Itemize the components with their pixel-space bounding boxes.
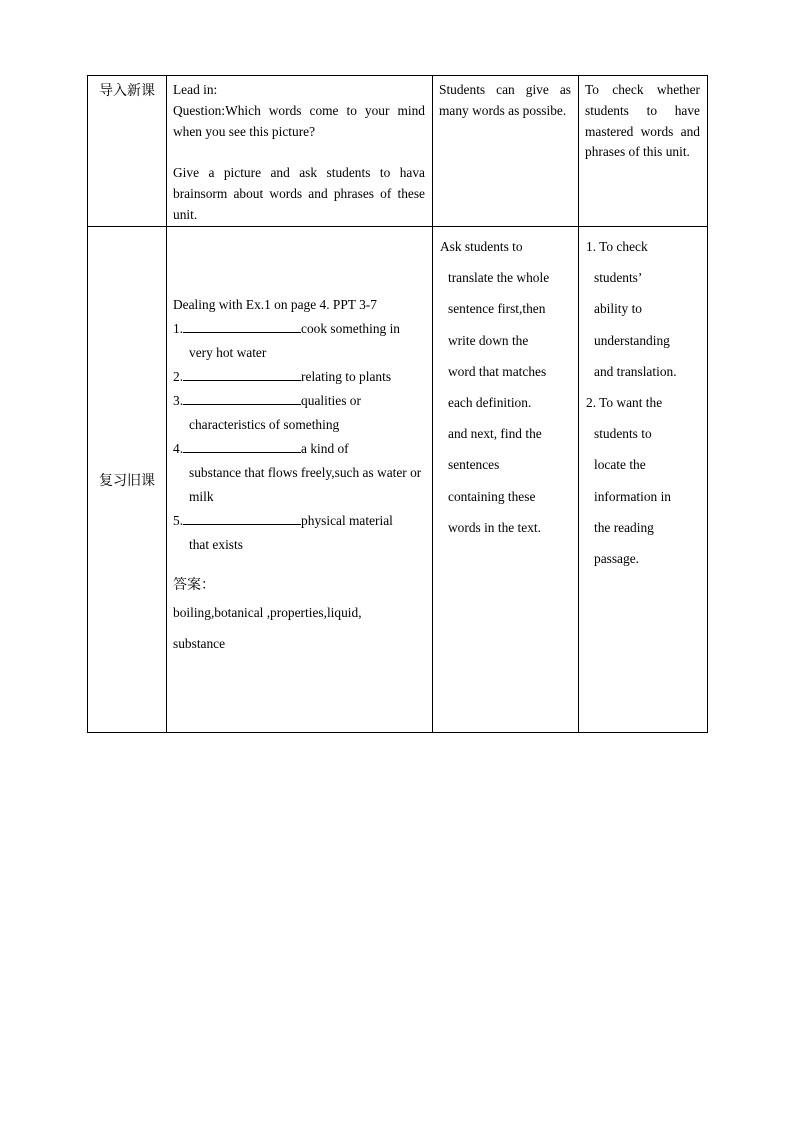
purpose-cell: 1. To check students’ ability to understanding and translation. 2. To want the students to locate the information in the reading passage. [579, 227, 708, 733]
exercise-item: 4. a kind of [173, 441, 349, 456]
answer-blank [183, 511, 301, 525]
purpose-text: To check whether students to have mastered words and phrases of this unit. [585, 82, 700, 160]
table-row [88, 76, 708, 227]
task-text: Give a picture and ask students to hava brainsorm about words and phrases of these unit. [173, 165, 425, 222]
activity-text: Students can give as many words as possibe. [439, 82, 571, 118]
activity-cell: Ask students to translate the whole sentence first,then write down the word that matches each definition. and next, find the sentences containing these words in the text. [433, 227, 579, 733]
exercise-item: 5. physical material [173, 513, 393, 528]
exercise-item: 3. qualities or [173, 393, 361, 408]
lead-in-label: Lead in: [173, 82, 218, 97]
content-cell: Dealing with Ex.1 on page 4. PPT 3-7 1. cook something in very hot water 2. relating to plants 3. qualities or characteristics of something 4. a kind of substance that flows freely,such as water or milk 5. physical material that exists 答案： boiling,botanical ,properties,liquid, substance [167, 227, 433, 733]
stage-cell: 复习旧课 [88, 227, 167, 733]
activity-cell [433, 76, 579, 227]
answer-key: substance [173, 636, 226, 651]
answer-label: 答案： [173, 577, 215, 593]
answer-blank [183, 391, 301, 405]
exercise-heading: Dealing with Ex.1 on page 4. PPT 3-7 [173, 297, 377, 312]
answer-blank [183, 439, 301, 453]
purpose-cell [579, 76, 708, 227]
content-cell [167, 76, 433, 227]
exercise-item: 2. relating to plants [173, 369, 392, 384]
stage-cell: 导入新课 [88, 76, 167, 227]
answer-blank [183, 319, 301, 333]
table-row [88, 227, 708, 733]
question-text: Question:Which words come to your mind when you see this picture? [173, 102, 425, 139]
answer-blank [183, 367, 301, 381]
answer-key: boiling,botanical ,properties,liquid, [173, 605, 362, 620]
lesson-plan-table [87, 75, 708, 733]
exercise-item: 1. cook something in [173, 321, 400, 336]
